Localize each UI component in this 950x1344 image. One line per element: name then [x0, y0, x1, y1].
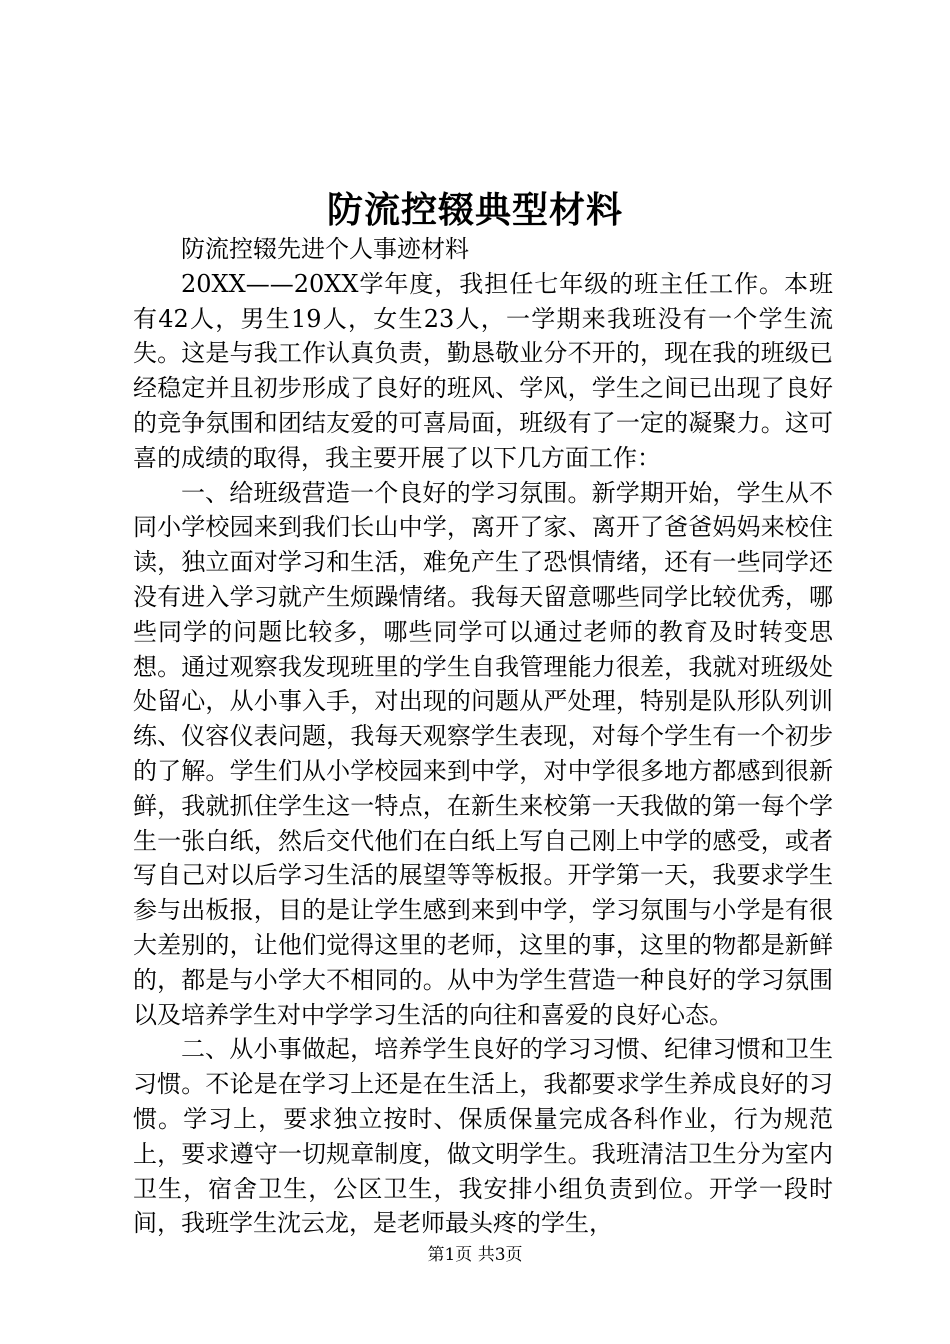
paragraph-section-2: 二、从小事做起，培养学生良好的学习习惯、纪律习惯和卫生习惯。不论是在学习上还是在生活上，我都要求学生养成良好的习惯。学习上，要求独立按时、保质保量完成各科作业，行为规范上，要求遵守一切规章制度，做文明学生。我班清洁卫生分为室内卫生，宿舍卫生，公区卫生，我安排小组负责到位。开学一段时间，我班学生沈云龙，是老师最头疼的学生， [133, 1035, 833, 1238]
page-footer: 第1页 共3页 [427, 1245, 523, 1265]
paragraph-section-1: 一、给班级营造一个良好的学习氛围。新学期开始，学生从不同小学校园来到我们长山中学，离开了家、离开了爸爸妈妈来校住读，独立面对学习和生活，难免产生了恐惧情绪，还有一些同学还没有进入学习就产生烦躁情绪。我每天留意哪些同学比较优秀，哪些同学的问题比较多，哪些同学可以通过老师的教育及时转变思想。通过观察我发现班里的学生自我管理能力很差，我就对班级处处留心，从小事入手，对出现的问题从严处理，特别是队形队列训练、仪容仪表问题，我每天观察学生表现，对每个学生有一个初步的了解。学生们从小学校园来到中学，对中学很多地方都感到很新鲜，我就抓住学生这一特点，在新生来校第一天我做的第一每个学生一张白纸，然后交代他们在白纸上写自己刚上中学的感受，或者写自己对以后学习生活的展望等等板报。开学第一天，我要求学生参与出板报，目的是让学生感到来到中学，学习氛围与小学是有很大差别的，让他们觉得这里的老师，这里的事，这里的物都是新鲜的，都是与小学大不相同的。从中为学生营造一种良好的学习氛围以及培养学生对中学学习生活的向往和喜爱的良好心态。 [133, 478, 833, 1029]
document-body [133, 232, 833, 1241]
paragraph-subtitle: 防流控辍先进个人事迹材料 [181, 235, 469, 263]
paragraph-intro: 20XX——20XX学年度，我担任七年级的班主任工作。本班有42人，男生19人，女生23人，一学期来我班没有一个学生流失。这是与我工作认真负责，勤恳敬业分不开的，现在我的班级已经稳定并且初步形成了良好的班风、学风，学生之间已出现了良好的竞争氛围和团结友爱的可喜局面，班级有了一定的凝聚力。这可喜的成绩的取得，我主要开展了以下几方面工作： [133, 269, 833, 472]
document-title: 防流控辍典型材料 [326, 189, 623, 231]
